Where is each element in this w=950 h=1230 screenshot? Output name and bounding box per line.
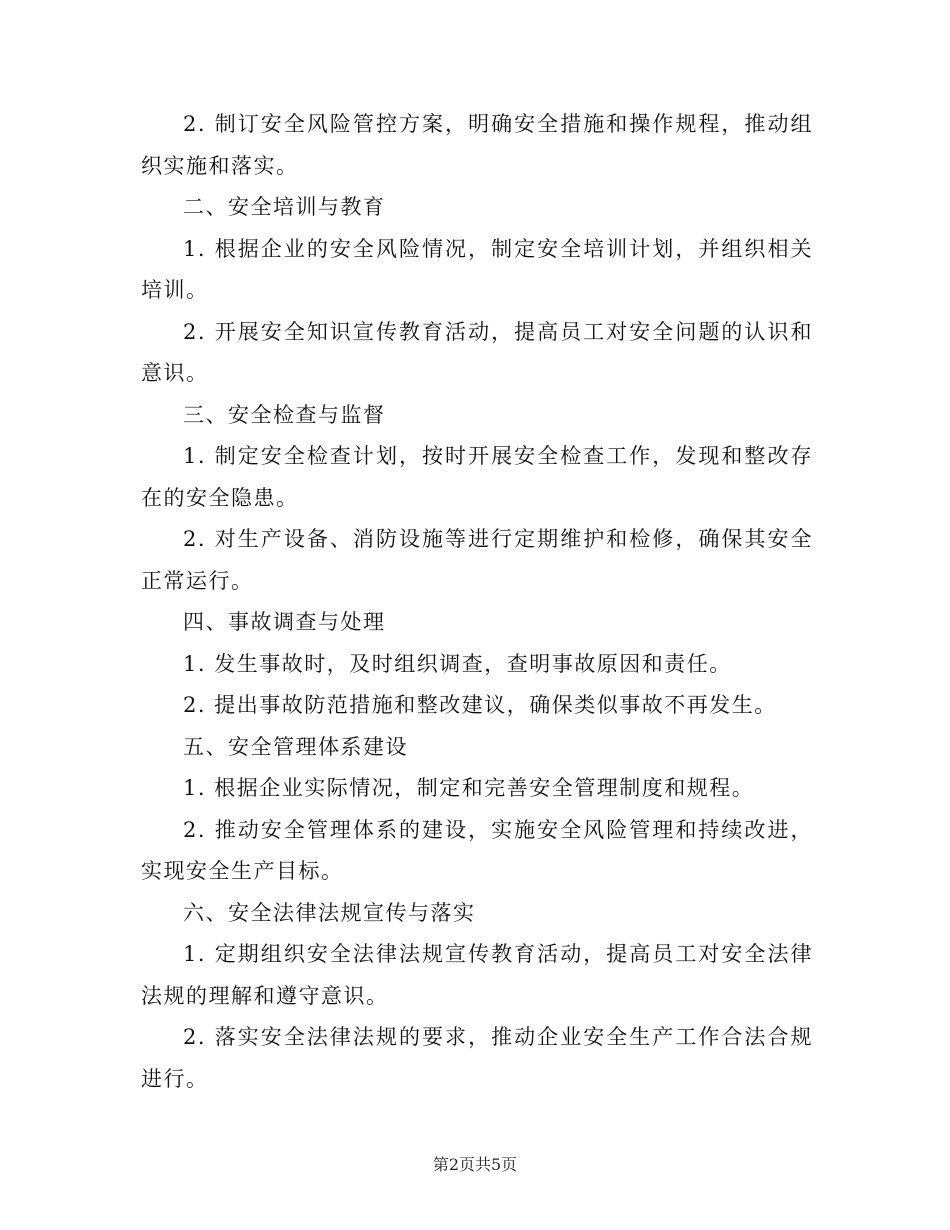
section-heading: 六、安全法律法规宣传与落实	[183, 900, 476, 925]
document-body	[141, 104, 813, 1100]
paragraph: 2. 开展安全知识宣传教育活动，提高员工对安全问题的认识和意识。	[141, 319, 813, 385]
paragraph: 2. 制订安全风险管控方案，明确安全措施和操作规程，推动组织实施和落实。	[141, 112, 813, 178]
section-heading: 二、安全培训与教育	[183, 195, 386, 219]
section-heading: 五、安全管理体系建设	[183, 734, 408, 759]
section-heading: 三、安全检查与监督	[183, 402, 386, 427]
paragraph: 2. 提出事故防范措施和整改建议，确保类似事故不再发生。	[183, 693, 777, 717]
paragraph: 1. 制定安全检查计划，按时开展安全检查工作，发现和整改存在的安全隐患。	[141, 444, 813, 510]
paragraph: 2. 推动安全管理体系的建设，实施安全风险管理和持续改进，实现安全生产目标。	[141, 817, 813, 883]
paragraph: 1. 定期组织安全法律法规宣传教育活动，提高员工对安全法律法规的理解和遵守意识。	[141, 942, 813, 1008]
paragraph: 1. 发生事故时，及时组织调查，查明事故原因和责任。	[183, 651, 732, 676]
paragraph: 1. 根据企业的安全风险情况，制定安全培训计划，并组织相关培训。	[141, 236, 813, 302]
paragraph: 2. 落实安全法律法规的要求，推动企业安全生产工作合法合规进行。	[141, 1025, 813, 1091]
paragraph: 2. 对生产设备、消防设施等进行定期维护和检修，确保其安全正常运行。	[141, 527, 813, 593]
page-number-footer: 第2页共5页	[432, 1155, 518, 1174]
paragraph: 1. 根据企业实际情况，制定和完善安全管理制度和规程。	[183, 776, 755, 800]
section-heading: 四、事故调查与处理	[183, 610, 386, 634]
